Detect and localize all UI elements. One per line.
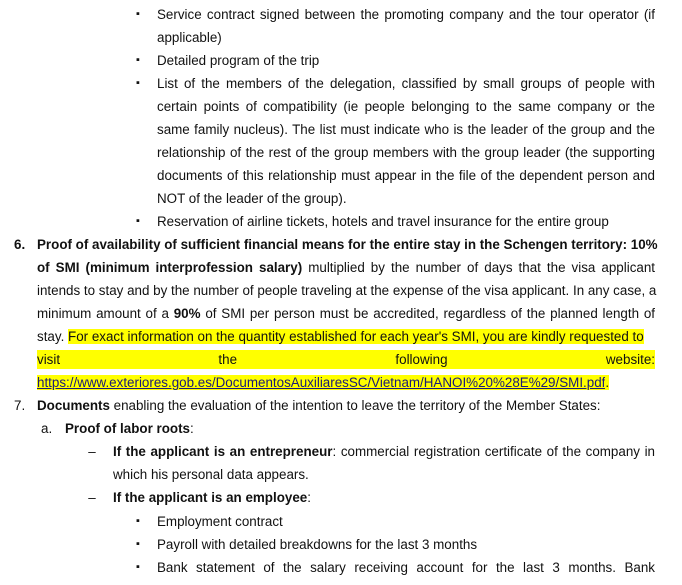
sub-item-a-heading — [65, 419, 194, 438]
item-6-line-2-rest: multiplied by the number of days that the visa applicant — [302, 260, 656, 275]
bullet-marker: ▪ — [136, 561, 140, 573]
employee-heading — [113, 488, 311, 507]
item-7-heading-rest: enabling the evaluation of the intention to leave the territory of the Member States: — [109, 398, 601, 413]
smi-word-the: the — [218, 352, 238, 367]
item-6-heading-line-2: of SMI (minimum interprofession salary) — [37, 260, 303, 275]
bullet-service-contract-line-2: applicable) — [157, 30, 222, 45]
entrepreneur-line-1 — [113, 442, 655, 461]
sub-item-a-marker: a. — [41, 421, 53, 436]
bullet-marker: ▪ — [136, 54, 140, 66]
item-6-line-5 — [37, 327, 655, 346]
smi-word-visit: visit — [37, 352, 61, 367]
proof-labor-roots-label: Proof of labor roots — [65, 421, 190, 436]
bullet-detailed-program: Detailed program of the trip — [157, 53, 320, 68]
smi-url-line — [37, 373, 609, 392]
employee-item-payroll: Payroll with detailed breakdowns for the last 3 months — [157, 537, 478, 552]
item-6-percent-90: 90% — [173, 306, 201, 321]
smi-word-following: following — [395, 352, 448, 367]
employee-item-bank-statement: Bank statement of the salary receiving account for the last 3 months. Bank — [157, 560, 655, 575]
bullet-members-line-6: NOT of the leader of the group). — [157, 191, 347, 206]
item-7-number: 7. — [14, 398, 26, 413]
entrepreneur-text: : commercial registration certificate of the company in — [332, 444, 655, 459]
dash-marker: – — [88, 444, 96, 459]
bullet-members-line-5: documents of this relationship must appear in the file of the dependent person and — [157, 168, 655, 183]
item-6-number: 6. — [14, 237, 26, 252]
employee-label: If the applicant is an employee — [113, 490, 308, 505]
bullet-members-line-1: List of the members of the delegation, classified by small groups of people with — [157, 76, 655, 91]
item-7-documents-label: Documents — [37, 398, 110, 413]
smi-highlight-text: For exact information on the quantity established for each year's SMI, you are kindly requested to — [68, 329, 644, 344]
employee-colon: : — [307, 490, 311, 505]
proof-labor-roots-colon: : — [189, 421, 194, 436]
item-6-line-4-pre: minimum amount of a — [37, 306, 174, 321]
bullet-reservation: Reservation of airline tickets, hotels and travel insurance for the entire group — [157, 214, 609, 229]
smi-url-link[interactable]: https://www.exteriores.gob.es/DocumentosAuxiliaresSC/Vietnam/HANOI%20%28E%29/SMI.pdf — [37, 375, 606, 390]
bullet-marker: ▪ — [136, 538, 140, 550]
employee-item-contract: Employment contract — [157, 514, 283, 529]
item-6-line-4 — [37, 304, 655, 323]
bullet-members-line-2: certain points of compatibility (ie people belonging to the same company or the — [157, 99, 655, 114]
item-6-line-4-post: of SMI per person must be accredited, regardless of the planned length of — [200, 306, 655, 321]
item-7-heading — [37, 396, 600, 415]
bullet-marker: ▪ — [136, 77, 140, 89]
smi-url-period: . — [605, 375, 610, 390]
bullet-marker: ▪ — [136, 8, 140, 20]
bullet-service-contract-line-1: Service contract signed between the promoting company and the tour operator (if — [157, 7, 655, 22]
smi-highlight-line-2 — [37, 350, 655, 369]
item-6-line-2 — [37, 258, 655, 277]
bullet-marker: ▪ — [136, 215, 140, 227]
smi-word-website: website: — [605, 352, 655, 367]
bullet-marker: ▪ — [136, 515, 140, 527]
entrepreneur-label: If the applicant is an entrepreneur — [113, 444, 333, 459]
item-6-line-3: intends to stay and by the number of people traveling at the expense of the visa applicant. In any case, a — [37, 283, 657, 298]
entrepreneur-line-2: which his personal data appears. — [113, 467, 309, 482]
item-6-heading-line-1: Proof of availability of sufficient financial means for the entire stay in the Schengen territory: 10% — [37, 237, 658, 252]
bullet-members-line-4: relationship of the rest of the group members with the group leader (the supporting — [157, 145, 655, 160]
bullet-members-line-3: same family nucleus). The list must indicate who is the leader of the group and the — [157, 122, 655, 137]
item-6-line-5-pre: stay. — [37, 329, 69, 344]
dash-marker: – — [88, 490, 96, 505]
